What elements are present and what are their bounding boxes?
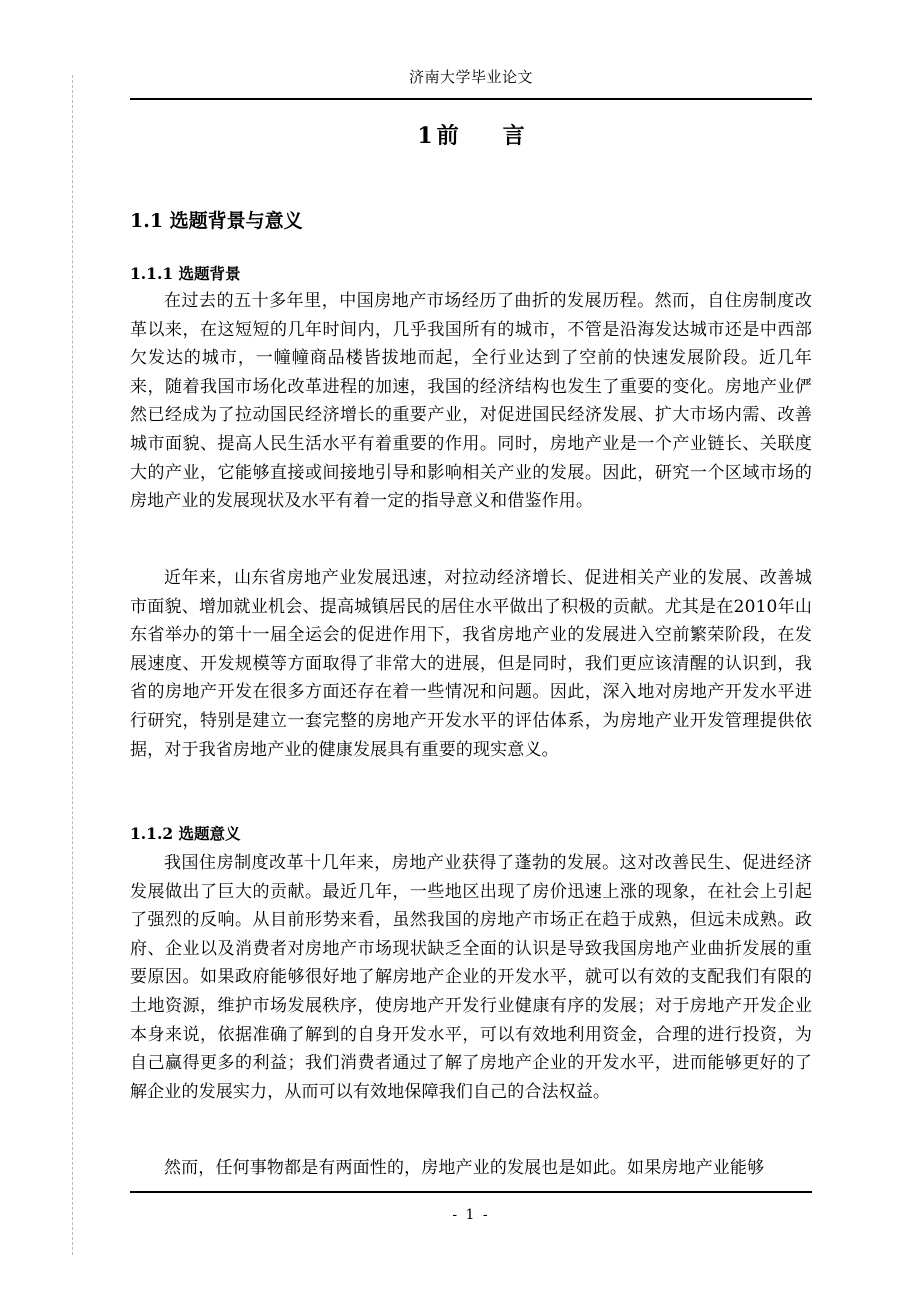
binding-margin-line bbox=[72, 75, 73, 1255]
subsection-title-background: 1.1.1 选题背景 bbox=[130, 264, 241, 283]
document-page bbox=[130, 0, 812, 1302]
paragraph-background-1: 在过去的五十多年里，中国房地产市场经历了曲折的发展历程。然而，自住房制度改革以来，在这短短的几年时间内，几乎我国所有的城市，不管是沿海发达城市还是中西部欠发达的城市，一幢幢商品楼皆拔地而起，全行业达到了空前的快速发展阶段。近几年来，随着我国市场化改革进程的加速，我国的经济结构也发生了重要的变化。房地产业俨然已经成为了拉动国民经济增长的重要产业，对促进国民经济发展、扩大市场内需、改善城市面貌、提高人民生活水平有着重要的作用。同时，房地产业是一个产业链长、关联度大的产业，它能够直接或间接地引导和影响相关产业的发展。因此，研究一个区域市场的房地产业的发展现状及水平有着一定的指导意义和借鉴作用。 bbox=[130, 291, 812, 512]
chapter-title-char-2: 言 bbox=[502, 123, 525, 149]
chapter-number: 1 bbox=[417, 123, 433, 149]
section-title: 1.1 选题背景与意义 bbox=[130, 210, 303, 232]
subsection-title-significance: 1.1.2 选题意义 bbox=[130, 824, 241, 843]
chapter-title-char-1: 前 bbox=[436, 123, 459, 149]
paragraph-background-2: 近年来，山东省房地产业发展迅速，对拉动经济增长、促进相关产业的发展、改善城市面貌、增加就业机会、提高城镇居民的居住水平做出了积极的贡献。尤其是在2010年山东省举办的第十一届全运会的促进作用下，我省房地产业的发展进入空前繁荣阶段，在发展速度、开发规模等方面取得了非常大的进展，但是同时，我们更应该清醒的认识到，我省的房地产开发在很多方面还存在着一些情况和问题。因此，深入地对房地产开发水平进行研究，特别是建立一套完整的房地产开发水平的评估体系，为房地产业开发管理提供依据，对于我省房地产业的健康发展具有重要的现实意义。 bbox=[130, 568, 812, 760]
footer-rule bbox=[130, 1191, 812, 1193]
page-number: - 1 - bbox=[452, 1207, 490, 1223]
header-rule bbox=[130, 98, 812, 100]
chapter-title bbox=[130, 119, 812, 150]
paragraph-significance-1: 我国住房制度改革十几年来，房地产业获得了蓬勃的发展。这对改善民生、促进经济发展做出了巨大的贡献。最近几年，一些地区出现了房价迅速上涨的现象，在社会上引起了强烈的反响。从目前形势来看，虽然我国的房地产市场正在趋于成熟，但远未成熟。政府、企业以及消费者对房地产市场现状缺乏全面的认识是导致我国房地产业曲折发展的重要原因。如果政府能够很好地了解房地产企业的开发水平，就可以有效的支配我们有限的土地资源，维护市场发展秩序，使房地产开发行业健康有序的发展；对于房地产开发企业本身来说，依据准确了解到的自身开发水平，可以有效地利用资金，合理的进行投资，为自己赢得更多的利益；我们消费者通过了解了房地产企业的开发水平，进而能够更好的了解企业的发展实力，从而可以有效地保障我们自己的合法权益。 bbox=[130, 853, 812, 1102]
paragraph-significance-2: 然而，任何事物都是有两面性的，房地产业的发展也是如此。如果房地产业能够 bbox=[164, 1158, 765, 1178]
running-header: 济南大学毕业论文 bbox=[408, 68, 533, 86]
